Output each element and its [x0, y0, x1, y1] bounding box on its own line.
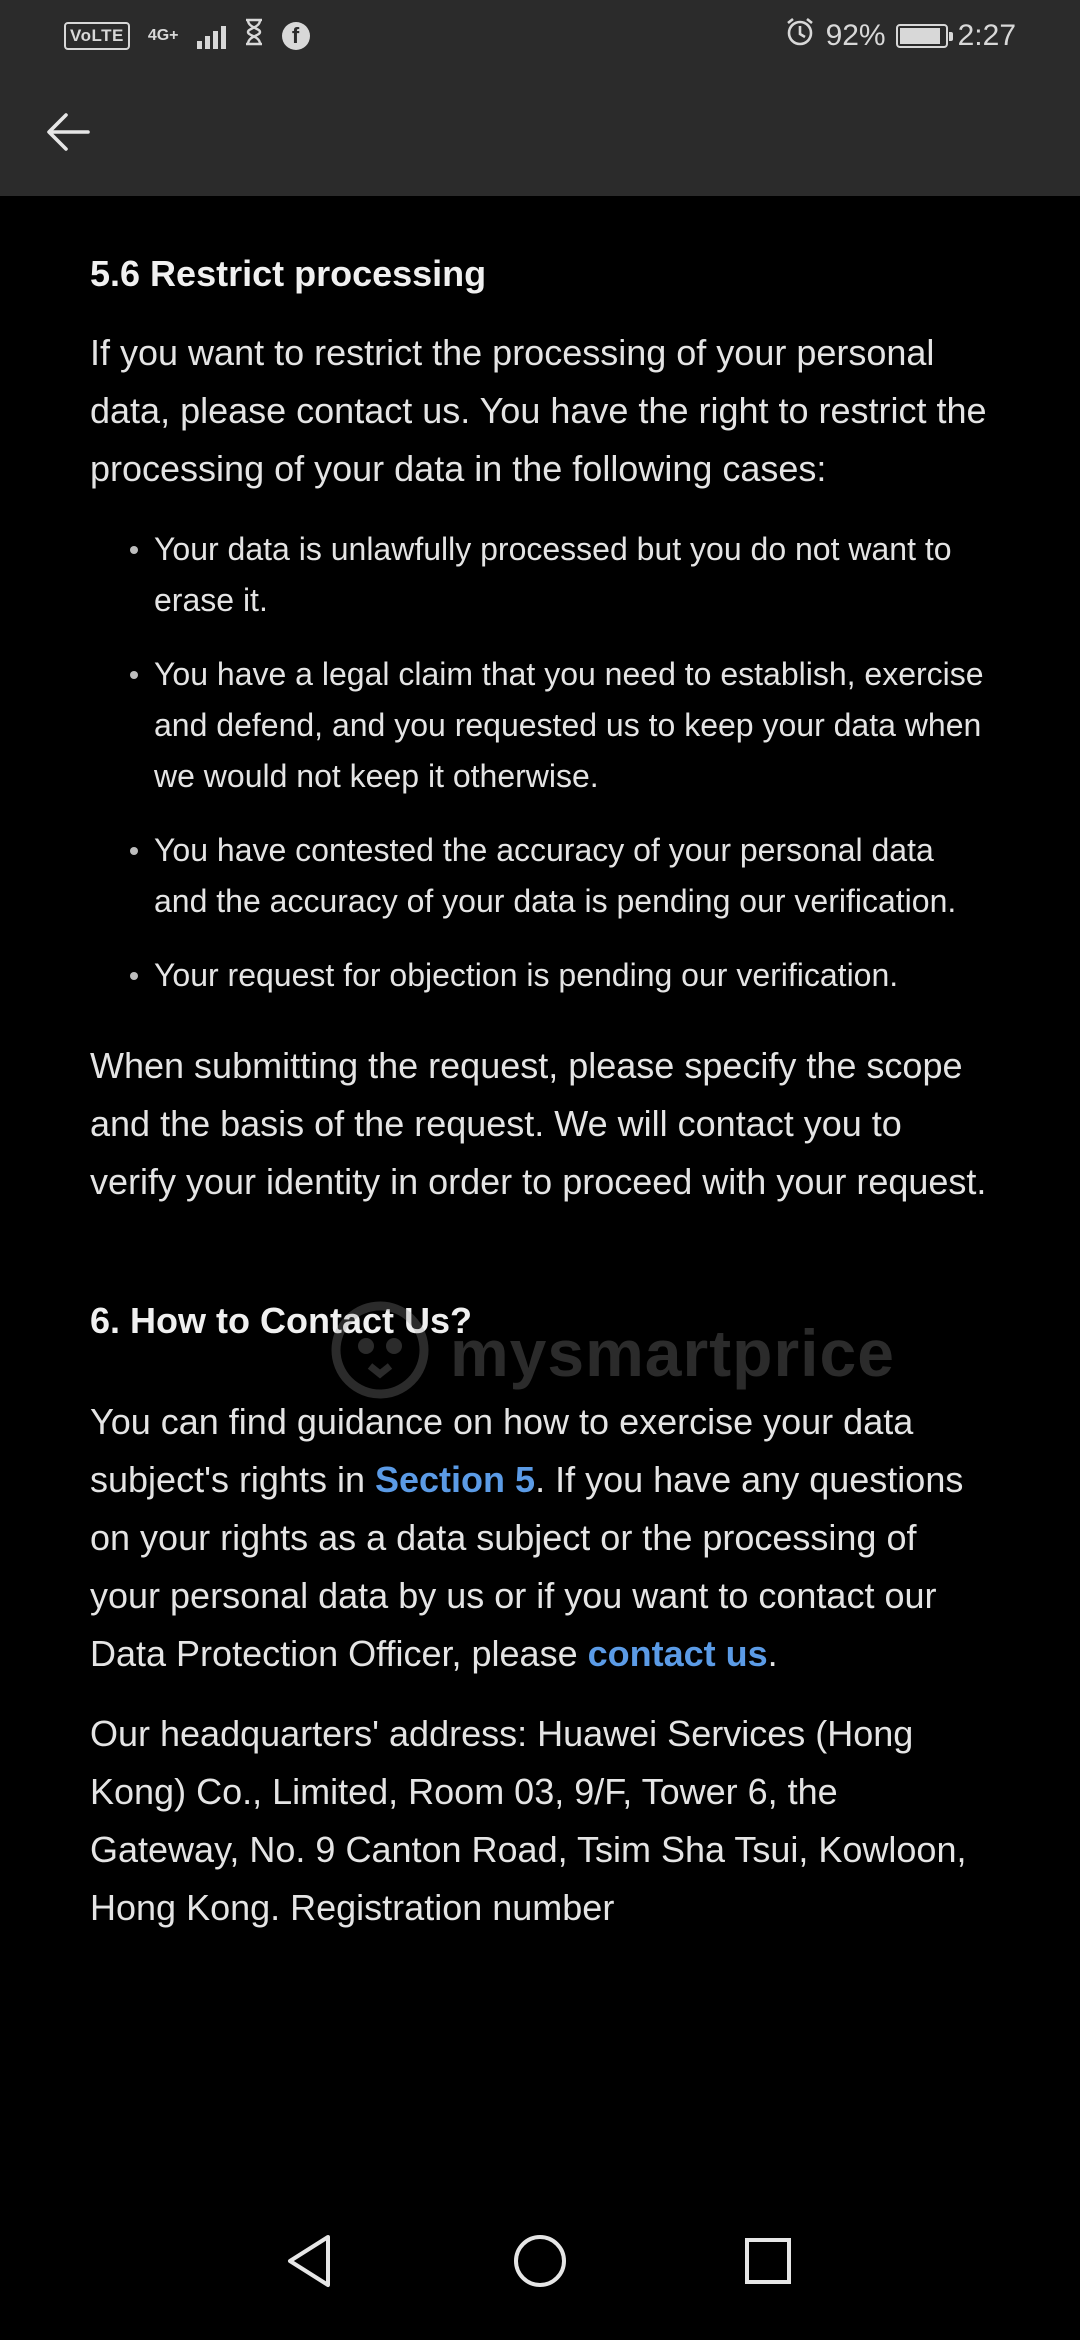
heading-restrict-processing: 5.6 Restrict processing [90, 253, 487, 294]
battery-icon [896, 24, 948, 48]
contact-text-2: . If you have any questions on your rights as a data subject or the processing of your personal data by us or if you want to contact our Data Protection Officer, please [90, 1459, 964, 1674]
network-indicator [148, 28, 179, 44]
policy-content[interactable] [0, 196, 1080, 2176]
status-time: 2:27 [957, 19, 1016, 52]
nav-home-button[interactable] [505, 2228, 575, 2298]
list-item: Your data is unlawfully processed but you do not want to erase it. [154, 524, 990, 626]
contact-paragraph [90, 1393, 990, 1683]
watermark-text: mysmartprice [450, 1315, 895, 1390]
address-paragraph: Our headquarters' address: Huawei Services (Hong Kong) Co., Limited, Room 03, 9/F, Tower 6, the Gateway, No. 9 Canton Road, Tsim Sha Tsui, Kowloon, Hong Kong. Registration number [90, 1713, 967, 1928]
restrict-cases-list [90, 524, 990, 1001]
status-bar [0, 0, 1080, 72]
list-item: You have contested the accuracy of your personal data and the accuracy of your data is pending our verification. [154, 825, 990, 927]
status-left [64, 18, 310, 54]
app-bar [0, 72, 1080, 196]
hourglass-icon [244, 18, 264, 54]
square-recents-icon [743, 2236, 793, 2291]
nav-recents-button[interactable] [733, 2228, 803, 2298]
battery-percent: 92% [825, 19, 886, 52]
list-item: You have a legal claim that you need to establish, exercise and defend, and you requested us to keep your data when we would not keep it otherwise. [154, 649, 990, 802]
system-nav-bar [0, 2176, 1080, 2340]
contact-text-3: . [767, 1633, 778, 1674]
restrict-intro-paragraph: If you want to restrict the processing of your personal data, please contact us. You have the right to restrict the processing of your data in the following cases: [90, 332, 987, 489]
network-type: 4G+ [147, 27, 179, 44]
submit-request-paragraph: When submitting the request, please specify the scope and the basis of the request. We will contact you to verify your identity in order to proceed with your request. [90, 1045, 987, 1202]
back-button[interactable] [36, 102, 100, 166]
volte-indicator: VoLTE [64, 22, 130, 50]
alarm-icon [784, 16, 816, 56]
nav-back-button[interactable] [274, 2228, 344, 2298]
section-5-link[interactable]: Section 5 [375, 1459, 536, 1500]
list-item: Your request for objection is pending our verification. [154, 950, 990, 1001]
signal-icon [197, 23, 226, 49]
facebook-icon: f [282, 22, 310, 50]
back-arrow-icon [42, 106, 94, 163]
heading-contact-us: 6. How to Contact Us? [90, 1300, 473, 1341]
battery-fill [900, 28, 940, 44]
status-right [784, 16, 1016, 56]
contact-text-1: You can find guidance on how to exercise your data subject's rights in [90, 1401, 914, 1500]
circle-home-icon [512, 2233, 568, 2294]
contact-us-link[interactable]: contact us [587, 1633, 768, 1674]
triangle-back-icon [284, 2233, 334, 2294]
